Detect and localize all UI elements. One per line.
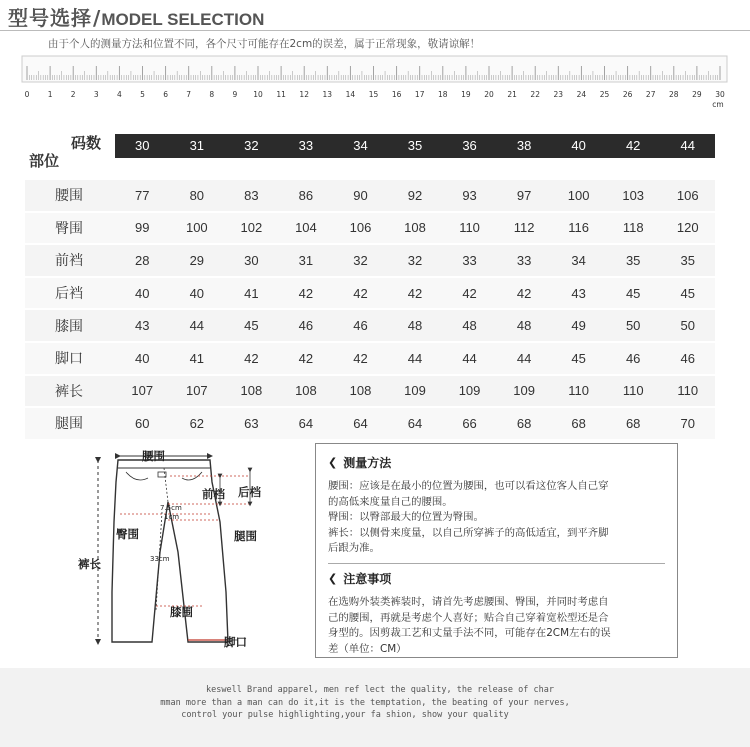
ruler-label: 23 bbox=[553, 90, 564, 99]
mark-33cm: 33cm bbox=[150, 555, 170, 563]
table-cell: 44 bbox=[462, 350, 477, 366]
notes-title-text: 注意事项 bbox=[343, 571, 392, 586]
table-cell: 45 bbox=[680, 285, 695, 301]
waist-label: 腰围 bbox=[142, 449, 165, 463]
table-cell: 41 bbox=[244, 285, 259, 301]
ruler-label: 22 bbox=[530, 90, 540, 99]
table-cell: 44 bbox=[407, 350, 423, 366]
header-divider bbox=[0, 30, 750, 31]
table-cell: 90 bbox=[353, 187, 368, 203]
table-cell: 35 bbox=[625, 252, 641, 268]
ruler-label: 25 bbox=[599, 90, 610, 99]
pants-diagram bbox=[60, 442, 310, 657]
row-label: 腿围 bbox=[55, 416, 83, 433]
table-cell: 63 bbox=[244, 415, 259, 431]
table-cell: 93 bbox=[462, 187, 477, 203]
table-cell: 68 bbox=[571, 415, 586, 431]
ruler bbox=[0, 54, 750, 112]
table-cell: 42 bbox=[516, 285, 532, 301]
table-cell: 107 bbox=[131, 383, 154, 399]
table-cell: 70 bbox=[680, 415, 695, 431]
table-cell: 50 bbox=[625, 318, 641, 334]
table-cell: 42 bbox=[244, 350, 259, 366]
size-header-label: 码数 bbox=[71, 134, 102, 152]
table-cell: 116 bbox=[568, 220, 590, 236]
ruler-label: 30 bbox=[715, 90, 725, 99]
chevron-left-icon: ❮ bbox=[328, 456, 338, 469]
table-row bbox=[25, 211, 715, 244]
ruler-label: 29 bbox=[692, 90, 702, 99]
table-cell: 100 bbox=[567, 187, 590, 203]
table-cell: 48 bbox=[462, 318, 477, 334]
table-cell: 64 bbox=[407, 415, 423, 431]
knee-label: 膝围 bbox=[170, 605, 193, 619]
table-cell: 48 bbox=[407, 318, 423, 334]
size-header-cell: 40 bbox=[571, 138, 586, 153]
table-cell: 33 bbox=[462, 252, 477, 268]
text-line: 身型的。因剪裁工艺和丈量手法不同，可能存在2CM左右的误 bbox=[328, 627, 611, 640]
size-header-bar bbox=[115, 134, 715, 158]
ruler-body bbox=[22, 56, 727, 82]
table-cell: 107 bbox=[185, 383, 208, 399]
ruler-label: 0 bbox=[24, 90, 30, 99]
table-cell: 32 bbox=[407, 252, 423, 268]
table-cell: 40 bbox=[135, 285, 150, 301]
page-title-cn: 型号选择 bbox=[8, 6, 92, 30]
table-cell: 50 bbox=[680, 318, 695, 334]
row-label: 腰围 bbox=[55, 188, 83, 205]
size-header-cell: 44 bbox=[680, 138, 695, 153]
table-cell: 64 bbox=[298, 415, 314, 431]
ruler-label: 24 bbox=[576, 90, 587, 99]
table-cell: 108 bbox=[295, 383, 317, 399]
table-cell: 33 bbox=[516, 252, 532, 268]
table-cell: 112 bbox=[513, 220, 535, 236]
method-text bbox=[328, 479, 665, 557]
notes-title bbox=[328, 570, 665, 587]
table-cell: 28 bbox=[135, 252, 150, 268]
table-cell: 109 bbox=[458, 383, 481, 399]
table-cell: 29 bbox=[189, 252, 205, 268]
hem-label: 脚口 bbox=[224, 635, 247, 649]
size-header-cell: 42 bbox=[625, 138, 641, 153]
text-line: 差（单位：CM） bbox=[328, 642, 407, 655]
notes-text bbox=[328, 595, 665, 657]
size-header-cell: 38 bbox=[516, 138, 532, 153]
table-cell: 92 bbox=[407, 187, 423, 203]
row-label: 膝围 bbox=[55, 318, 83, 335]
ruler-label: 16 bbox=[391, 90, 402, 99]
table-cell: 120 bbox=[676, 220, 699, 236]
ruler-label: 13 bbox=[322, 90, 333, 99]
table-cell: 46 bbox=[353, 318, 368, 334]
ruler-label: 9 bbox=[232, 90, 238, 99]
ruler-label: 3 bbox=[93, 90, 99, 99]
size-header-cell: 35 bbox=[407, 138, 423, 153]
text-line: 腰围：应该是在最小的位置为腰围，也可以看这位客人自己穿 bbox=[328, 480, 609, 492]
table-cell: 109 bbox=[513, 383, 535, 399]
chevron-left-icon: ❮ bbox=[328, 571, 338, 585]
ruler-label: 1 bbox=[47, 90, 53, 99]
table-cell: 108 bbox=[404, 220, 426, 236]
table-cell: 110 bbox=[622, 383, 644, 399]
table-cell: 42 bbox=[353, 350, 368, 366]
table-row bbox=[25, 406, 715, 439]
ruler-label: 8 bbox=[209, 90, 215, 99]
table-cell: 40 bbox=[135, 350, 150, 366]
ruler-label: 4 bbox=[117, 90, 122, 99]
table-cell: 68 bbox=[516, 415, 532, 431]
size-table-body bbox=[25, 178, 715, 439]
table-cell: 110 bbox=[677, 383, 699, 399]
measurement-method-box bbox=[315, 443, 678, 658]
size-header-cell: 30 bbox=[135, 138, 150, 153]
ruler-label: 28 bbox=[669, 90, 679, 99]
table-cell: 104 bbox=[295, 220, 317, 236]
table-cell: 40 bbox=[189, 285, 205, 301]
table-cell: 35 bbox=[680, 252, 695, 268]
size-header-cell: 31 bbox=[189, 138, 205, 153]
table-cell: 32 bbox=[353, 252, 368, 268]
ruler-label: 11 bbox=[276, 90, 286, 99]
table-cell: 106 bbox=[349, 220, 372, 236]
table-row bbox=[25, 341, 715, 374]
size-header-cell: 36 bbox=[462, 138, 477, 153]
ruler-label: 27 bbox=[645, 90, 656, 99]
table-cell: 60 bbox=[135, 415, 150, 431]
size-table bbox=[25, 130, 715, 439]
table-cell: 41 bbox=[189, 350, 205, 366]
ruler-label: 14 bbox=[345, 90, 356, 99]
table-cell: 42 bbox=[407, 285, 423, 301]
table-row bbox=[25, 374, 715, 407]
table-cell: 100 bbox=[185, 220, 208, 236]
table-cell: 46 bbox=[680, 350, 695, 366]
table-row bbox=[25, 178, 715, 211]
ruler-label: 20 bbox=[484, 90, 494, 99]
table-row bbox=[25, 243, 715, 276]
ruler-label: 7 bbox=[186, 90, 192, 99]
footer-line-3: control your pulse highlighting,your fa shion, show your quality bbox=[181, 710, 509, 720]
table-cell: 103 bbox=[622, 187, 645, 203]
ruler-label: 21 bbox=[507, 90, 517, 99]
table-cell: 45 bbox=[625, 285, 641, 301]
table-cell: 34 bbox=[571, 252, 586, 268]
ruler-label: 18 bbox=[438, 90, 448, 99]
text-line: 己的腰围，再就是考虑个人喜好；贴合自己穿着宽松型还是合 bbox=[328, 611, 609, 624]
ruler-unit: cm bbox=[712, 100, 724, 109]
size-header-cell: 34 bbox=[353, 138, 368, 153]
ruler-label: 5 bbox=[140, 90, 145, 99]
text-line: 裤长：以侧骨来度量，以自己所穿裤子的高低适宜，到平齐脚 bbox=[328, 526, 609, 539]
ruler-label: 10 bbox=[253, 90, 263, 99]
ruler-label: 2 bbox=[70, 90, 76, 99]
mark-7-5cm: 7.5cm bbox=[160, 504, 182, 512]
table-cell: 80 bbox=[189, 187, 205, 203]
method-title-text: 测量方法 bbox=[343, 456, 392, 470]
table-cell: 45 bbox=[571, 350, 586, 366]
footer-line-1: keswell Brand apparel, men ref lect the quality, the release of char bbox=[206, 685, 554, 695]
row-label: 前裆 bbox=[55, 253, 83, 270]
text-line: 后跟为准。 bbox=[328, 542, 380, 555]
table-cell: 43 bbox=[571, 285, 586, 301]
table-cell: 46 bbox=[625, 350, 641, 366]
size-header-cell: 33 bbox=[298, 138, 314, 153]
table-cell: 108 bbox=[349, 383, 372, 399]
size-header-cell: 32 bbox=[244, 138, 259, 153]
pants-outline-icon bbox=[60, 442, 310, 657]
ruler-label: 6 bbox=[163, 90, 168, 99]
table-cell: 64 bbox=[353, 415, 368, 431]
table-cell: 118 bbox=[622, 220, 644, 236]
table-cell: 102 bbox=[240, 220, 263, 236]
table-cell: 106 bbox=[676, 187, 699, 203]
method-title bbox=[328, 454, 665, 471]
table-cell: 110 bbox=[568, 383, 590, 399]
table-cell: 108 bbox=[240, 383, 263, 399]
table-cell: 97 bbox=[516, 187, 532, 203]
text-line: 臀围：以臀部最大的位置为臀围。 bbox=[328, 511, 484, 524]
row-label: 裤长 bbox=[55, 383, 83, 400]
title-separator: / bbox=[93, 6, 101, 30]
table-cell: 68 bbox=[625, 415, 641, 431]
back-rise-label: 后档 bbox=[238, 485, 261, 499]
table-cell: 44 bbox=[189, 318, 205, 334]
table-cell: 30 bbox=[244, 252, 259, 268]
row-label: 后裆 bbox=[55, 286, 83, 303]
table-cell: 42 bbox=[298, 285, 314, 301]
table-cell: 42 bbox=[462, 285, 477, 301]
table-cell: 109 bbox=[404, 383, 426, 399]
table-cell: 45 bbox=[244, 318, 259, 334]
ruler-label: 12 bbox=[299, 90, 309, 99]
ruler-label: 19 bbox=[461, 90, 471, 99]
measurement-notice: 由于个人的测量方法和位置不同，各个尺寸可能存在2cm的误差，属于正常现象，敬请谅解！ bbox=[48, 38, 481, 50]
row-label: 脚口 bbox=[55, 351, 83, 368]
table-cell: 86 bbox=[298, 187, 314, 203]
page-header bbox=[8, 2, 264, 32]
ruler-label: 26 bbox=[622, 90, 633, 99]
table-cell: 77 bbox=[135, 187, 150, 203]
ruler-label: 17 bbox=[414, 90, 425, 99]
text-line: 在选购外装类裤装时，请首先考虑腰围、臀围，并同时考虑自 bbox=[328, 595, 609, 608]
box-divider bbox=[328, 563, 665, 564]
thigh-label: 腿围 bbox=[234, 529, 257, 543]
hip-label: 臀围 bbox=[116, 527, 139, 541]
table-cell: 44 bbox=[516, 350, 532, 366]
ruler-label: 15 bbox=[368, 90, 379, 99]
size-table-header bbox=[25, 130, 715, 178]
table-cell: 49 bbox=[571, 318, 586, 334]
front-rise-label: 前档 bbox=[202, 487, 225, 501]
footer-slogan bbox=[0, 684, 750, 722]
mark-1cm: 1cm bbox=[164, 513, 180, 521]
table-cell: 31 bbox=[298, 252, 314, 268]
table-cell: 42 bbox=[353, 285, 368, 301]
table-cell: 48 bbox=[516, 318, 532, 334]
table-cell: 42 bbox=[298, 350, 314, 366]
table-cell: 66 bbox=[462, 415, 477, 431]
table-cell: 110 bbox=[459, 220, 480, 236]
table-row bbox=[25, 308, 715, 341]
table-cell: 83 bbox=[244, 187, 259, 203]
footer-line-2: mman more than a man can do it,it is the temptation, the beating of your nerves, bbox=[160, 697, 570, 708]
row-label: 臀围 bbox=[55, 220, 83, 237]
text-line: 的高低来度量自己的腰围。 bbox=[328, 495, 453, 508]
length-label: 裤长 bbox=[78, 557, 101, 571]
table-cell: 62 bbox=[189, 415, 205, 431]
table-cell: 43 bbox=[135, 318, 150, 334]
table-row bbox=[25, 276, 715, 309]
page-title-en: MODEL SELECTION bbox=[101, 10, 265, 29]
part-header-label: 部位 bbox=[29, 152, 60, 170]
table-cell: 99 bbox=[135, 220, 150, 236]
table-cell: 46 bbox=[298, 318, 314, 334]
